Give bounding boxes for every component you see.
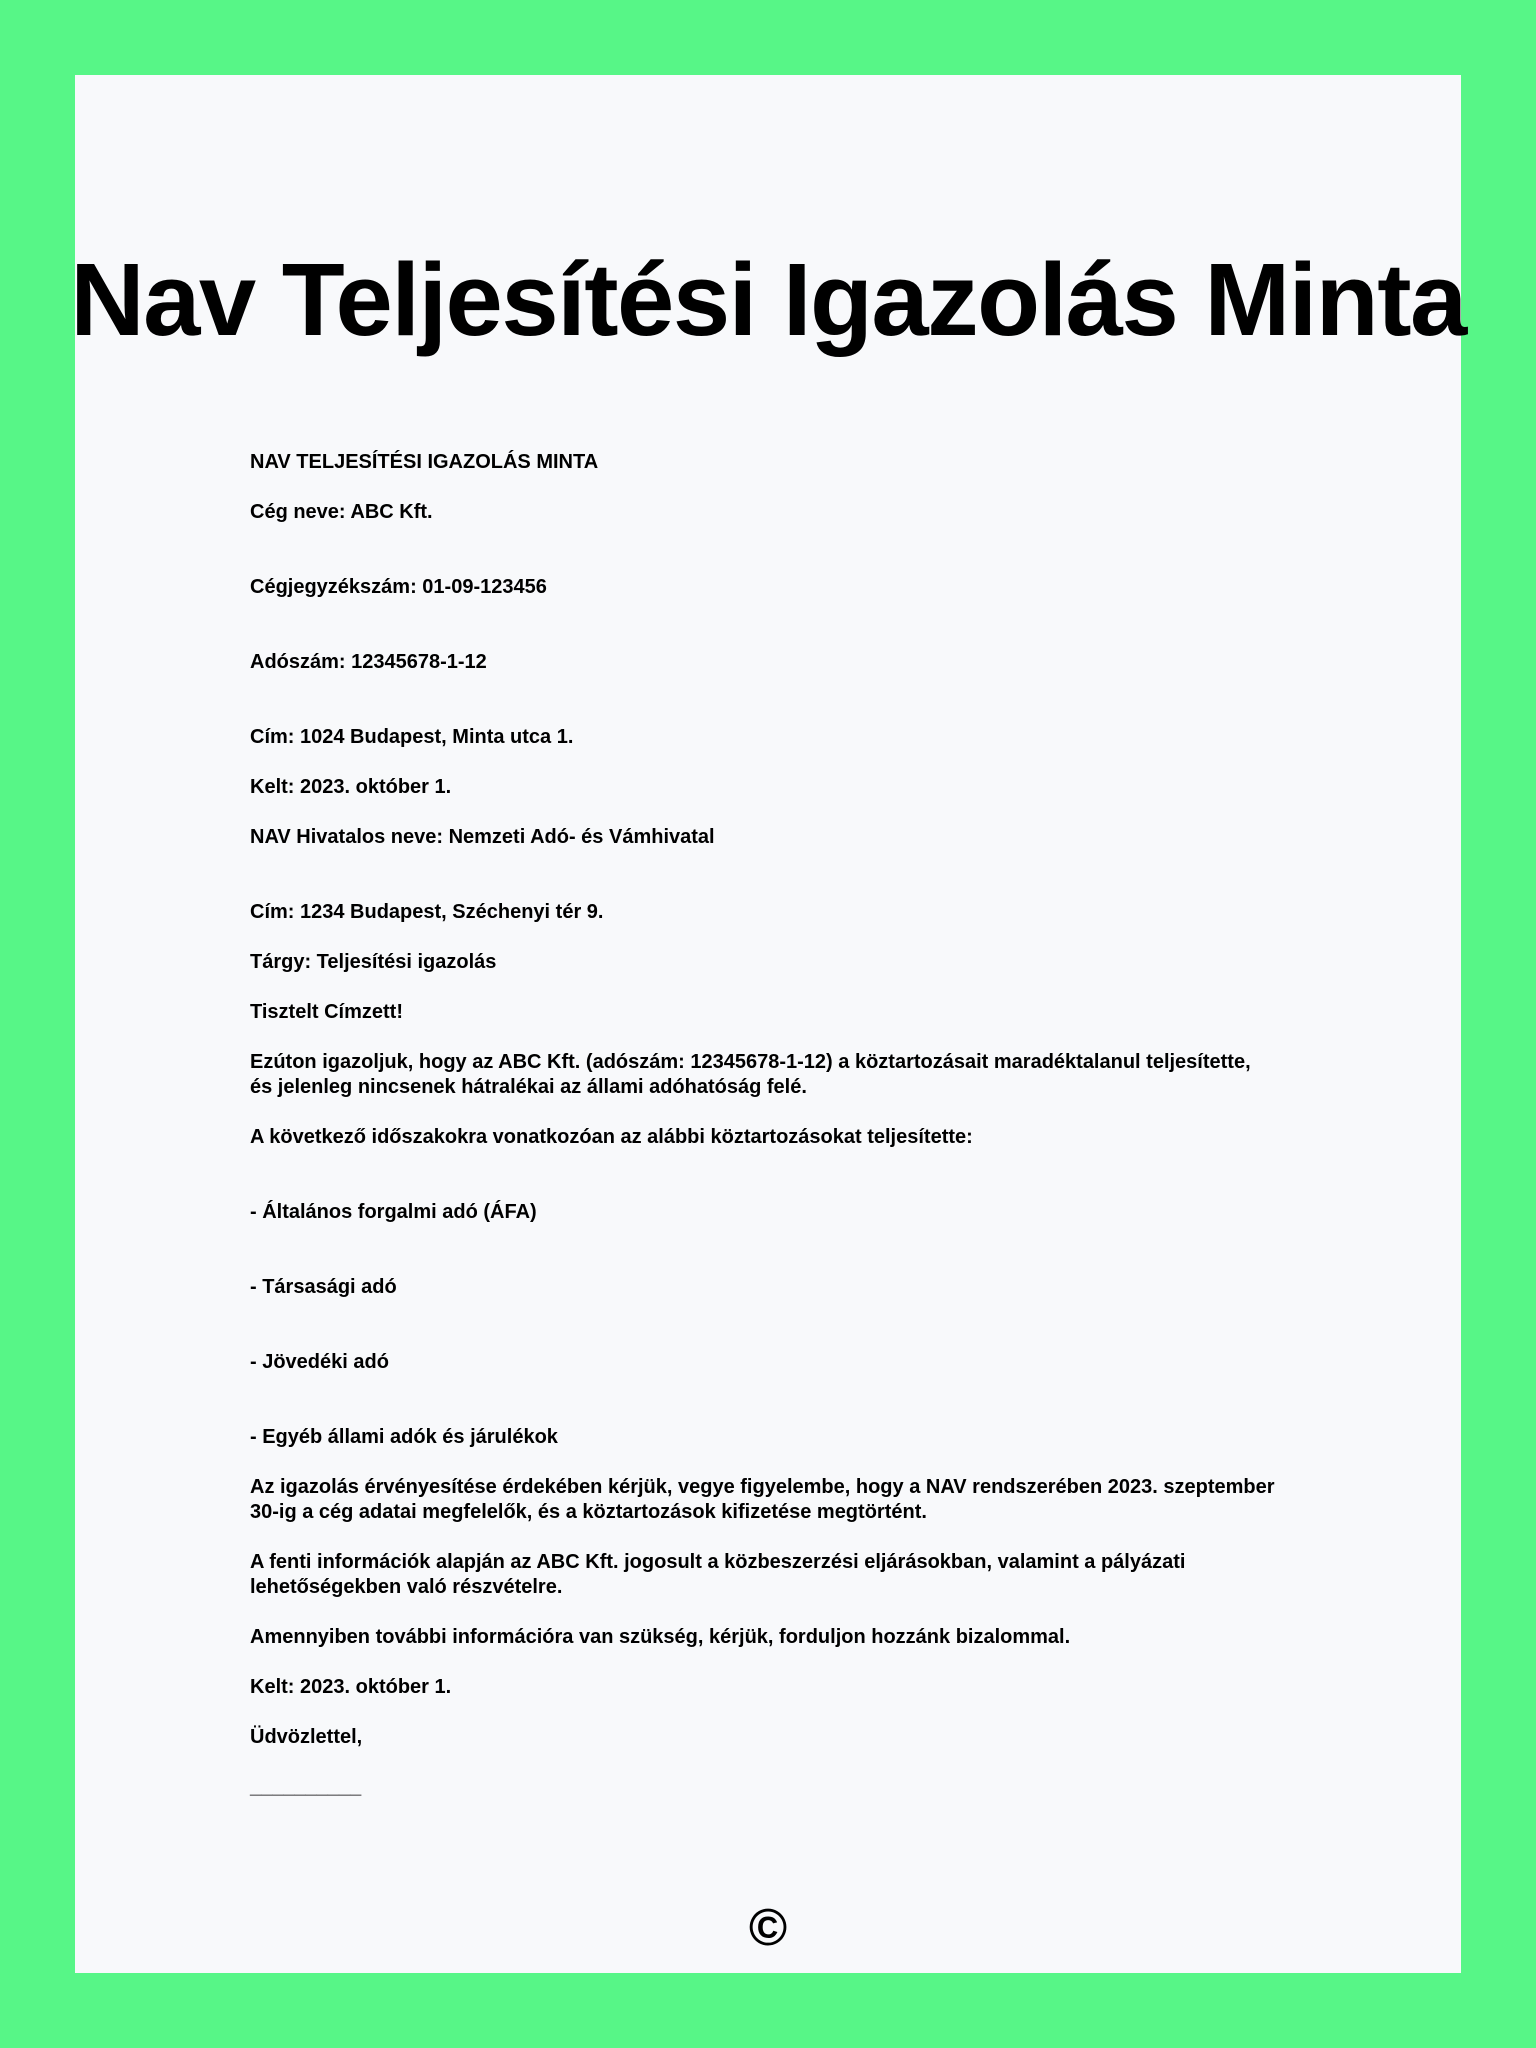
confirmation-line: és jelenleg nincsenek hátralékai az állami adóhatóság felé.: [250, 1076, 807, 1098]
tax-item: - Társasági adó: [250, 1276, 397, 1298]
confirmation-paragraph: [250, 1050, 1290, 1100]
eligibility-line: A fenti információk alapján az ABC Kft. jogosult a közbeszerzési eljárásokban, valamint a pályázati: [250, 1551, 1186, 1573]
confirmation-line: Ezúton igazoljuk, hogy az ABC Kft. (adószám: 12345678-1-12) a köztartozásait maradéktalanul teljesítette,: [250, 1051, 1251, 1073]
document-heading: NAV TELJESÍTÉSI IGAZOLÁS MINTA: [250, 451, 599, 473]
issue-date: Kelt: 2023. október 1.: [250, 776, 452, 798]
validation-line: Az igazolás érvényesítése érdekében kérjük, vegye figyelembe, hogy a NAV rendszerében 2023. szeptember: [250, 1476, 1275, 1498]
subject: Tárgy: Teljesítési igazolás: [250, 951, 497, 973]
tax-item: - Általános forgalmi adó (ÁFA): [250, 1201, 537, 1223]
company-address: Cím: 1024 Budapest, Minta utca 1.: [250, 726, 574, 748]
further-info: Amennyiben további információra van szükség, kérjük, forduljon hozzánk bizalommal.: [250, 1626, 1071, 1648]
eligibility-paragraph: [250, 1550, 1290, 1600]
validation-paragraph: [250, 1475, 1290, 1525]
copyright-icon: ©: [748, 1899, 788, 1957]
validation-line: 30-ig a cég adatai megfelelők, és a köztartozások kifizetése megtörtént.: [250, 1501, 927, 1523]
tax-item: - Jövedéki adó: [250, 1351, 389, 1373]
signature-line: __________: [250, 1776, 362, 1798]
company-name: Cég neve: ABC Kft.: [250, 501, 433, 523]
tax-number: Adószám: 12345678-1-12: [250, 651, 487, 673]
nav-address: Cím: 1234 Budapest, Széchenyi tér 9.: [250, 901, 604, 923]
salutation: Tisztelt Címzett!: [250, 1001, 403, 1023]
eligibility-line: lehetőségekben való részvételre.: [250, 1576, 563, 1598]
tax-item: - Egyéb állami adók és járulékok: [250, 1426, 558, 1448]
document-body: [250, 450, 1290, 1800]
periods-intro: A következő időszakokra vonatkozóan az alábbi köztartozásokat teljesítette:: [250, 1126, 973, 1148]
closing: Üdvözlettel,: [250, 1726, 363, 1748]
page-title: Nav Teljesítési Igazolás Minta: [70, 242, 1466, 357]
closing-date: Kelt: 2023. október 1.: [250, 1676, 452, 1698]
registry-number: Cégjegyzékszám: 01-09-123456: [250, 576, 547, 598]
nav-official-name: NAV Hivatalos neve: Nemzeti Adó- és Vámhivatal: [250, 826, 715, 848]
